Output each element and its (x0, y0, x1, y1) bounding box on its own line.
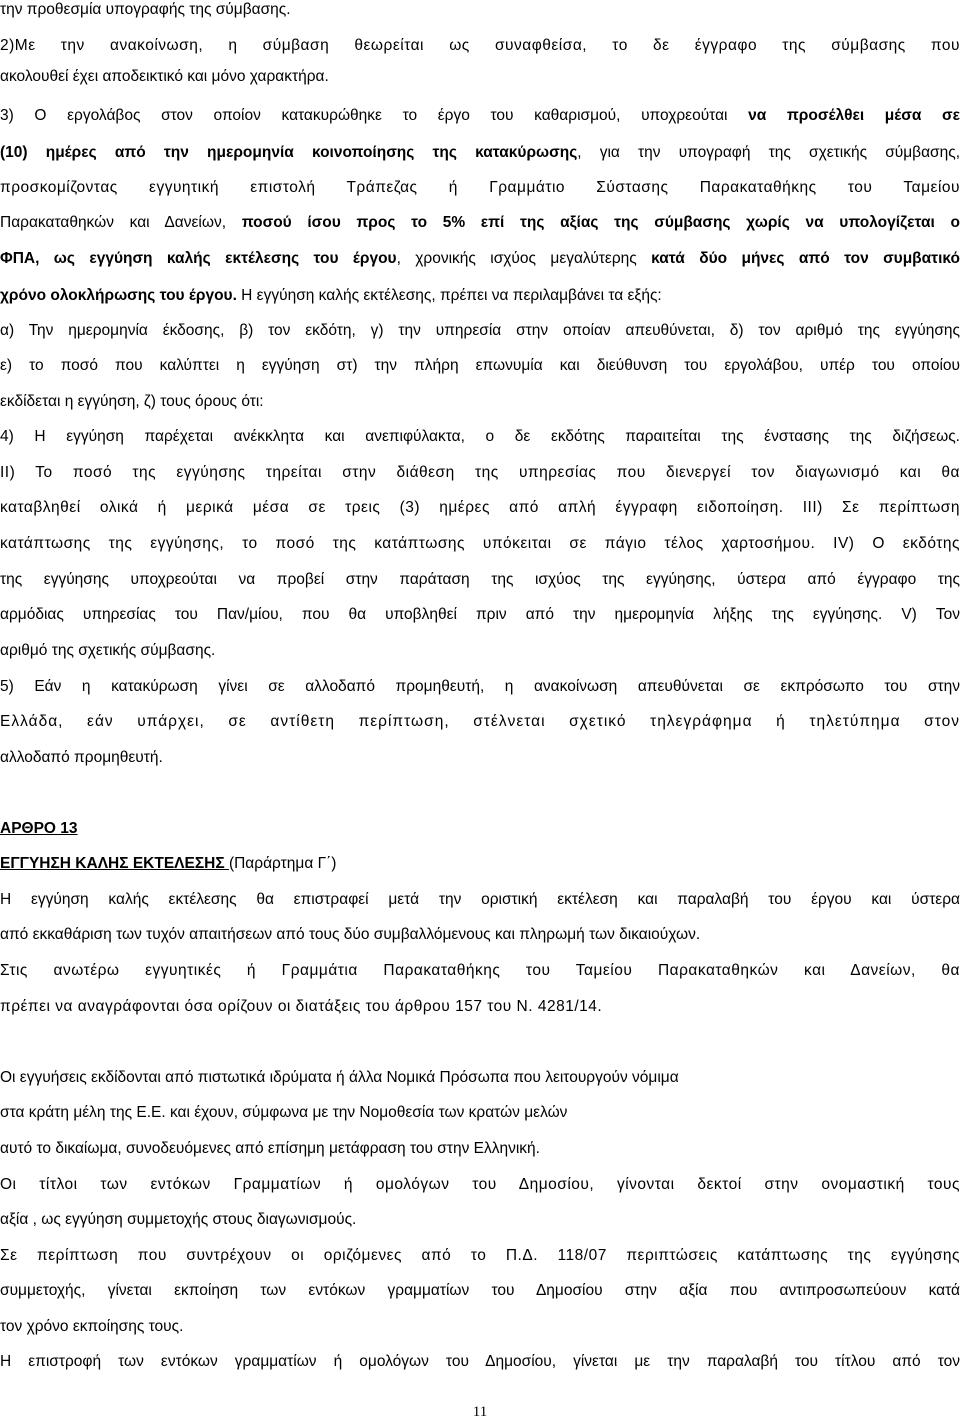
text-line: αλλοδαπό προμηθευτή. (0, 749, 163, 766)
text-line: στα κράτη μέλη της Ε.Ε. και έχουν, σύμφωνα με την Νομοθεσία των κρατών μελών (0, 1104, 568, 1121)
text-line: Η επιστροφή των εντόκων γραμματίων ή ομολόγων του Δημοσίου, γίνεται με την παραλαβή του τίτλου από τον (0, 1353, 960, 1370)
text-line: αριθμό της σχετικής σύμβασης. (0, 642, 216, 659)
text-line: 4) Η εγγύηση παρέχεται ανέκκλητα και ανεπιφύλακτα, ο δε εκδότης παραιτείται της ένστασης της διζήσεως. (0, 428, 960, 445)
text-line: Οι εγγυήσεις εκδίδονται από πιστωτικά ιδρύματα ή άλλα Νομικά Πρόσωπα που λειτουργούν νόμιμα (0, 1069, 679, 1086)
text-line: ΦΠΑ, ως εγγύηση καλής εκτέλεσης του έργου, χρονικής ισχύος μεγαλύτερης κατά δύο μήνες από τον συμβατικό (0, 250, 960, 267)
text-line: (10) ημέρες από την ημερομηνία κοινοποίησης της κατακύρωσης, για την υπογραφή της σχετικής σύμβασης, (0, 144, 960, 161)
text-line: ε) το ποσό που καλύπτει η εγγύηση στ) την πλήρη επωνυμία και διεύθυνση του εργολάβου, υπέρ του οποίου (0, 357, 960, 374)
text-line: Στις ανωτέρω εγγυητικές ή Γραμμάτια Παρακαταθήκης του Ταμείου Παρακαταθηκών και Δανείων, θα (0, 962, 960, 979)
text-line: πρέπει να αναγράφονται όσα ορίζουν οι διατάξεις του άρθρου 157 του Ν. 4281/14. (0, 998, 603, 1015)
text-line: αυτό το δικαίωμα, συνοδευόμενες από επίσημη μετάφραση του στην Ελληνική. (0, 1140, 540, 1157)
text-line: της εγγύησης υποχρεούται να προβεί στην παράταση της ισχύος της εγγύησης, ύστερα από έγγραφο της (0, 571, 960, 588)
text-line: αξία , ως εγγύηση συμμετοχής στους διαγωνισμούς. (0, 1211, 357, 1228)
text-line: Σε περίπτωση που συντρέχουν οι οριζόμενες από το Π.Δ. 118/07 περιπτώσεις κατάπτωσης της εγγύησης (0, 1247, 960, 1264)
text-line: την προθεσμία υπογραφής της σύμβασης. (0, 1, 291, 18)
article-title: ΕΓΓΥΗΣΗ ΚΑΛΗΣ ΕΚΤΕΛΕΣΗΣ (Παράρτημα Γ΄) (0, 855, 337, 872)
text-line: από εκκαθάριση των τυχόν απαιτήσεων από τους δύο συμβαλλόμενους και πληρωμή των δικαιούχων. (0, 926, 701, 943)
text-line: 3) Ο εργολάβος στον οποίον κατακυρώθηκε το έργο του καθαρισμού, υποχρεούται να προσέλθει μέσα σε (0, 107, 960, 124)
text-line: Ελλάδα, εάν υπάρχει, σε αντίθετη περίπτωση, στέλνεται σχετικό τηλεγράφημα ή τηλετύπημα στον (0, 713, 960, 730)
text-line: τον χρόνο εκποίησης τους. (0, 1318, 184, 1335)
text-line: ΙΙ) Το ποσό της εγγύησης τηρείται στην διάθεση της υπηρεσίας που διενεργεί τον διαγωνισμό και θα (0, 464, 960, 481)
text-line: Παρακαταθηκών και Δανείων, ποσού ίσου προς το 5% επί της αξίας της σύμβασης χωρίς να υπολογίζεται ο (0, 214, 960, 231)
text-line: προσκομίζοντας εγγυητική επιστολή Τράπεζας ή Γραμμάτιο Σύστασης Παρακαταθήκης του Ταμείου (0, 179, 960, 196)
page-number: 11 (472, 1404, 488, 1420)
text-line: Οι τίτλοι των εντόκων Γραμματίων ή ομολόγων του Δημοσίου, γίνονται δεκτοί στην ονομαστική τους (0, 1176, 960, 1193)
text-line: καταβληθεί ολικά ή μερικά μέσα σε τρεις (3) ημέρες από απλή έγγραφη ειδοποίηση. ΙΙΙ) Σε περίπτωση (0, 499, 960, 516)
article-number: ΑΡΘΡΟ 13 (0, 820, 78, 837)
text-line: κατάπτωσης της εγγύησης, το ποσό της κατάπτωσης υπόκειται σε πάγιο τέλος χαρτοσήμου. IV) Ο εκδότης (0, 535, 960, 552)
text-line: 5) Εάν η κατακύρωση γίνει σε αλλοδαπό προμηθευτή, η ανακοίνωση απευθύνεται σε εκπρόσωπο του στην (0, 678, 960, 695)
text-line: Η εγγύηση καλής εκτέλεσης θα επιστραφεί μετά την οριστική εκτέλεση και παραλαβή του έργου και ύστερα (0, 891, 960, 908)
text-line: α) Την ημερομηνία έκδοσης, β) τον εκδότη, γ) την υπηρεσία στην οποίαν απευθύνεται, δ) τον αριθμό της εγγύησης (0, 322, 960, 339)
text-line: αρμόδιας υπηρεσίας του Παν/μίου, που θα υποβληθεί πριν από την ημερομηνία λήξης της εγγύησης. V) Τον (0, 606, 960, 623)
text-line: 2)Με την ανακοίνωση, η σύμβαση θεωρείται ως συναφθείσα, το δε έγγραφο της σύμβασης που (0, 37, 960, 54)
text-line: χρόνο ολοκλήρωσης του έργου. Η εγγύηση καλής εκτέλεσης, πρέπει να περιλαμβάνει τα εξής: (0, 287, 662, 304)
text-line: ακολουθεί έχει αποδεικτικό και μόνο χαρακτήρα. (0, 68, 329, 85)
text-line: εκδίδεται η εγγύηση, ζ) τους όρους ότι: (0, 393, 264, 410)
text-line: συμμετοχής, γίνεται εκποίηση των εντόκων γραμματίων του Δημοσίου στην αξία που αντιπροσωπεύουν κατά (0, 1282, 960, 1299)
